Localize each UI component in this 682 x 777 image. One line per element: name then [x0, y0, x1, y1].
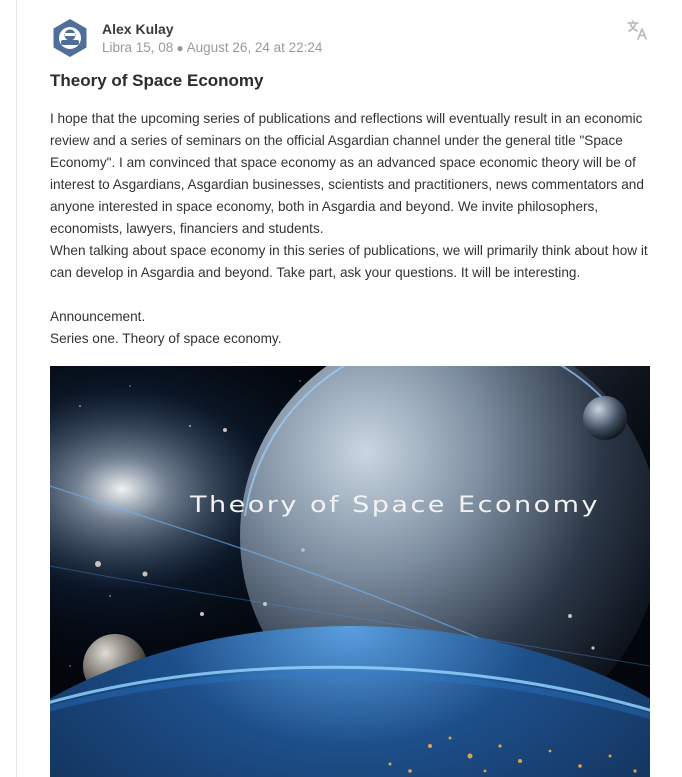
post-card	[50, 18, 650, 346]
post-body	[50, 108, 650, 350]
space-illustration	[50, 366, 650, 777]
announcement-text: Announcement.	[50, 309, 146, 324]
image-caption: Theory of Space Economy	[188, 493, 600, 518]
date-libra: Libra 15, 08	[102, 40, 174, 55]
date-gregorian: August 26, 24 at 22:24	[186, 40, 323, 55]
paragraph: I hope that the upcoming series of publications and reflections will eventually result in an economic review and a series of seminars on the official Asgardian channel under the general title "Space Economy". I am convinced that space economy as an advanced space economic theory will be of interest to Asgardians, Asgardian businesses, scientists and practitioners, news commentators and anyone interested in space economy, both in Asgardia and beyond. We invite philosophers, economists, lawyers, financiers and students.	[50, 111, 644, 236]
translate-icon[interactable]	[626, 18, 650, 42]
blank-line	[50, 284, 650, 306]
avatar[interactable]	[50, 18, 90, 58]
post-header	[50, 18, 650, 62]
post-title: Theory of Space Economy	[50, 71, 264, 90]
paragraph: When talking about space economy in this series of publications, we will primarily think about how it can develop in Asgardia and beyond. Take part, ask your questions. It will be interesting.	[50, 243, 648, 280]
series-text: Series one. Theory of space economy.	[50, 331, 282, 346]
post-date	[102, 40, 322, 55]
author-name[interactable]: Alex Kulay	[102, 21, 174, 37]
separator-dot: ●	[176, 41, 184, 55]
left-divider	[16, 0, 17, 777]
post-image[interactable]	[50, 366, 650, 777]
